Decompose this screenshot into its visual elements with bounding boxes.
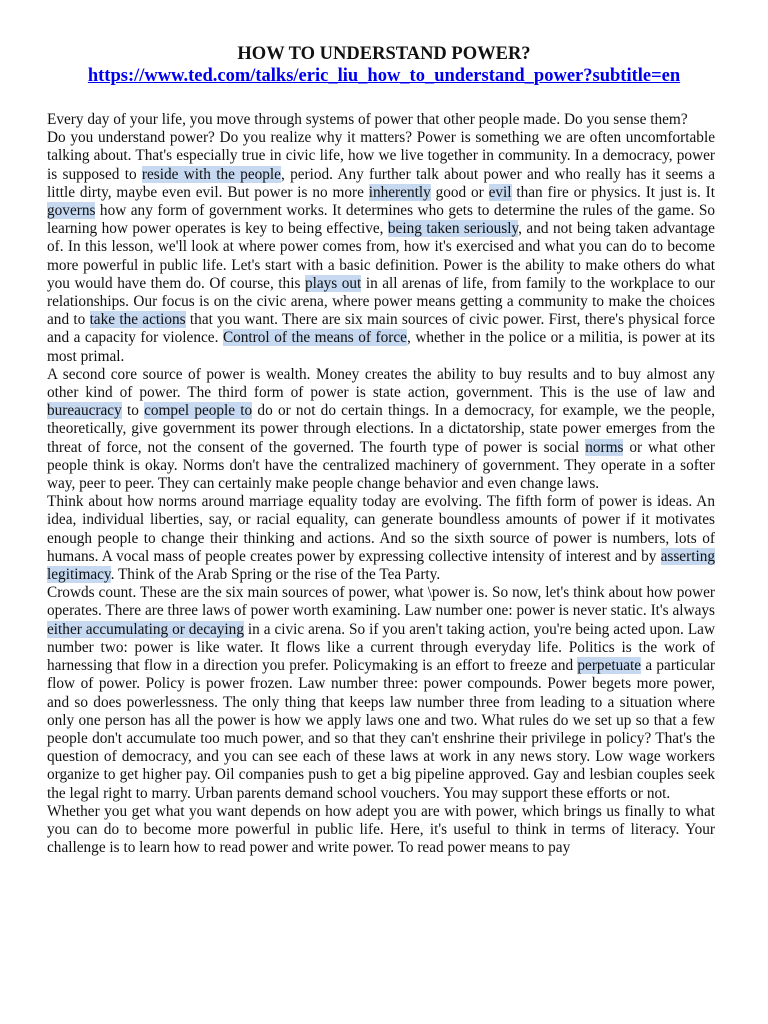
text-run: that you want. There are six main sources of civic power. First, there's physical force and a capacity for violence. (47, 311, 715, 347)
text-run: than fire or physics. It just is. It (511, 183, 715, 201)
text-run: do or not do certain things. In a democracy, for example, we the people, theoretically, give government its power through elections. In a dictatorship, state power emerges from the threat of force, not the consent of the governed. The fourth type of power is social (47, 402, 716, 456)
text-run: Think about how norms around marriage equality today are evolving. The fifth form of power is ideas. An idea, individual liberties, say, or racial equality, can generate boundless amounts of power if it motivates enough people to change their thinking and actions. And so the sixth source of power is numbers, lots of humans. A vocal mass of people creates power by expressing collective intensity of interest and by (47, 493, 715, 565)
paragraph (47, 584, 715, 802)
text-run: , and not being taken advantage of. In this lesson, we'll look at where power comes from, how it's exercised and what you can do to become more powerful in public life. Let's start with a basic definition. Power is the ability to make others do what you would have them do. Of course, this (47, 220, 715, 292)
text-run: to (121, 402, 145, 420)
text-run: Crowds count. These are the six main sources of power, what \power is. So now, let's think about how power operates. There are three laws of power worth examining. Law number one: power is never static. It's always (47, 584, 715, 620)
text-run: Every day of your life, you move through systems of power that other people made. Do you sense them? (47, 111, 688, 128)
text-run: Whether you get what you want depends on how adept you are with power, which brings us finally to what you can do to become more powerful in public life. Here, it's useful to think in terms of literacy. Your challenge is to learn how to read power and write power. To read power means to pay (47, 802, 715, 857)
highlighted-phrase: reside with the people (141, 165, 281, 183)
ted-talk-link[interactable]: https://www.ted.com/talks/eric_liu_how_to_understand_power?subtitle=en (87, 66, 681, 86)
text-run: a particular flow of power. Policy is power frozen. Law number three: power compounds. Power begets more power, and so does powerlessness. The only thing that keeps law number three from leading to a situation where only one person has all the power is how we apply laws one and two. What rules do we set up so that a few people don't accumulate too much power, and so that they can't enshrine their privilege in policy? That's the question of democracy, and you can see each of these laws at work in any news story. Low wage workers organize to get higher pay. Oil companies push to get a big pipeline approved. Gay and lesbian couples seek the legal right to marry. Urban parents demand school vouchers. You may support these efforts or not. (47, 657, 715, 802)
highlighted-phrase: norms (585, 438, 624, 456)
text-run: , period. Any further talk about power and who really has it seems a little dirty, maybe even evil. But power is no more (47, 165, 715, 201)
highlighted-phrase: either accumulating or decaying (47, 620, 244, 638)
text-run: Do you understand power? Do you realize why it matters? Power is something we are often uncomfortable talking about. That's especially true in civic life, how we live together in community. In a democracy, power is supposed to (47, 129, 715, 183)
paragraph (47, 803, 715, 858)
highlighted-phrase: take the actions (89, 311, 186, 329)
text-run: A second core source of power is wealth. Money creates the ability to buy results and to buy almost any other kind of power. The third form of power is state action, government. This is the use of law and (47, 365, 715, 402)
text-run: how any form of government works. It determines who gets to determine the rules of the game. So learning how power operates is key to being effective, (47, 202, 715, 238)
highlighted-phrase: bureaucracy (47, 402, 122, 420)
text-run: , whether in the police or a militia, is power at its most primal. (47, 329, 715, 365)
paragraph (47, 366, 715, 493)
highlighted-phrase: compel people to (144, 402, 253, 420)
paragraph (47, 129, 715, 366)
paragraph (47, 493, 715, 584)
highlighted-phrase: asserting legitimacy (47, 547, 715, 584)
text-run: in a civic arena. So if you aren't taking action, you're being acted upon. Law number two: power is like water. It flows like a current through everyday life. Politics is the work of harnessing that flow in a direction you prefer. Policymaking is an effort to freeze and (47, 620, 715, 675)
text-run: . Think of the Arab Spring or the rise of the Tea Party. (110, 566, 441, 584)
text-run: good or (430, 183, 489, 201)
highlighted-phrase: governs (47, 202, 96, 220)
text-run: or what other people think is okay. Norms don't have the centralized machinery of government. They operate in a softer way, peer to peer. They can certainly make people change behavior and even change laws. (47, 438, 716, 493)
highlighted-phrase: evil (488, 183, 512, 201)
highlighted-phrase: perpetuate (577, 657, 642, 675)
highlighted-phrase: plays out (304, 274, 362, 292)
document-title: HOW TO UNDERSTAND POWER? (237, 44, 531, 64)
highlighted-phrase: being taken seriously (387, 220, 519, 238)
document-body (47, 111, 715, 857)
paragraph (47, 111, 715, 129)
highlighted-phrase: Control of the means of force (222, 329, 407, 347)
highlighted-phrase: inherently (368, 183, 431, 201)
text-run: in all arenas of life, from family to the workplace to our relationships. Our focus is on the civic arena, where power means getting a community to make the choices and to (47, 274, 715, 329)
